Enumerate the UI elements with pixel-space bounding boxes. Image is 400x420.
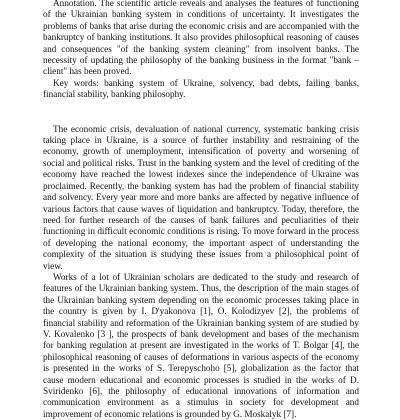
- body-paragraph-literature: Works of a lot of Ukrainian scholars are dedicated to the study and research of features of the Ukrainian banking system. Thus, the description of the main stages of the Ukrainian banking system depending on the economic processes taking place in the country is given by I. D'yakonova [1], O. Kolodizyev [2], the problems of financial stability and reformation of the Ukrainian banking system of are studied by V. Kovalenko [3 ], the prospects of bank development and bases of the mechanism for banking regulation at present are investigated in the works of T. Bolgar [4], the philosophical reasoning of causes of deformations in various aspects of the economy is presented in the works of S. Terepyschoho [5], globalization as the factor that cause modern educational and economic processes is studied in the works of D. Sviridenko [6], the philosophy of educational innovations of information and communication environment as a stimulus in society for development and improvement of economic relations is grounded by G. Moskalyk [7].: [43, 271, 359, 419]
- keywords-paragraph: Key words: banking system of Ukraine, solvency, bad debts, failing banks, financial stability, banking philosophy.: [43, 77, 359, 100]
- body-paragraph-crisis: The economic crisis, devaluation of national currency, systematic banking crisis taking place in Ukraine, is a source of further instability and restraining of the economy, growth of unemployment, intensification of poverty and worsening of social and political risks. Trust in the banking system and the level of crediting of the economy have reached the lowest indexes since the independence of Ukraine was proclaimed. Recently, the banking system has had the problem of financial stability and solvency. Every year more and more banks are affected by negative influence of various factors that cause waves of liquidation and bankruptcy. Today, therefore, the need for further research of the causes of bank failures and peculiarities of their functioning in difficult economic conditions is rising. To move forward in the process of developing the national economy, the important aspect of understanding the complexity of the situation is studying these issues from a philosophical point of view.: [43, 123, 359, 271]
- article-page: [43, 0, 359, 420]
- section-spacer: [43, 101, 359, 124]
- annotation-paragraph: Annotation. The scientific article reveals and analyses the features of functioning of the Ukrainian banking system in conditions of uncertainty. It investigates the problems of banks that arise during the economic crisis and are accompanied with the bankruptcy of banking institutions. It also provides philosophical reasoning of causes and consequences "of the banking system cleaning" from insolvent banks. The necessity of updating the philosophy of the banking business in the format "bank – client" has been proved.: [43, 0, 359, 77]
